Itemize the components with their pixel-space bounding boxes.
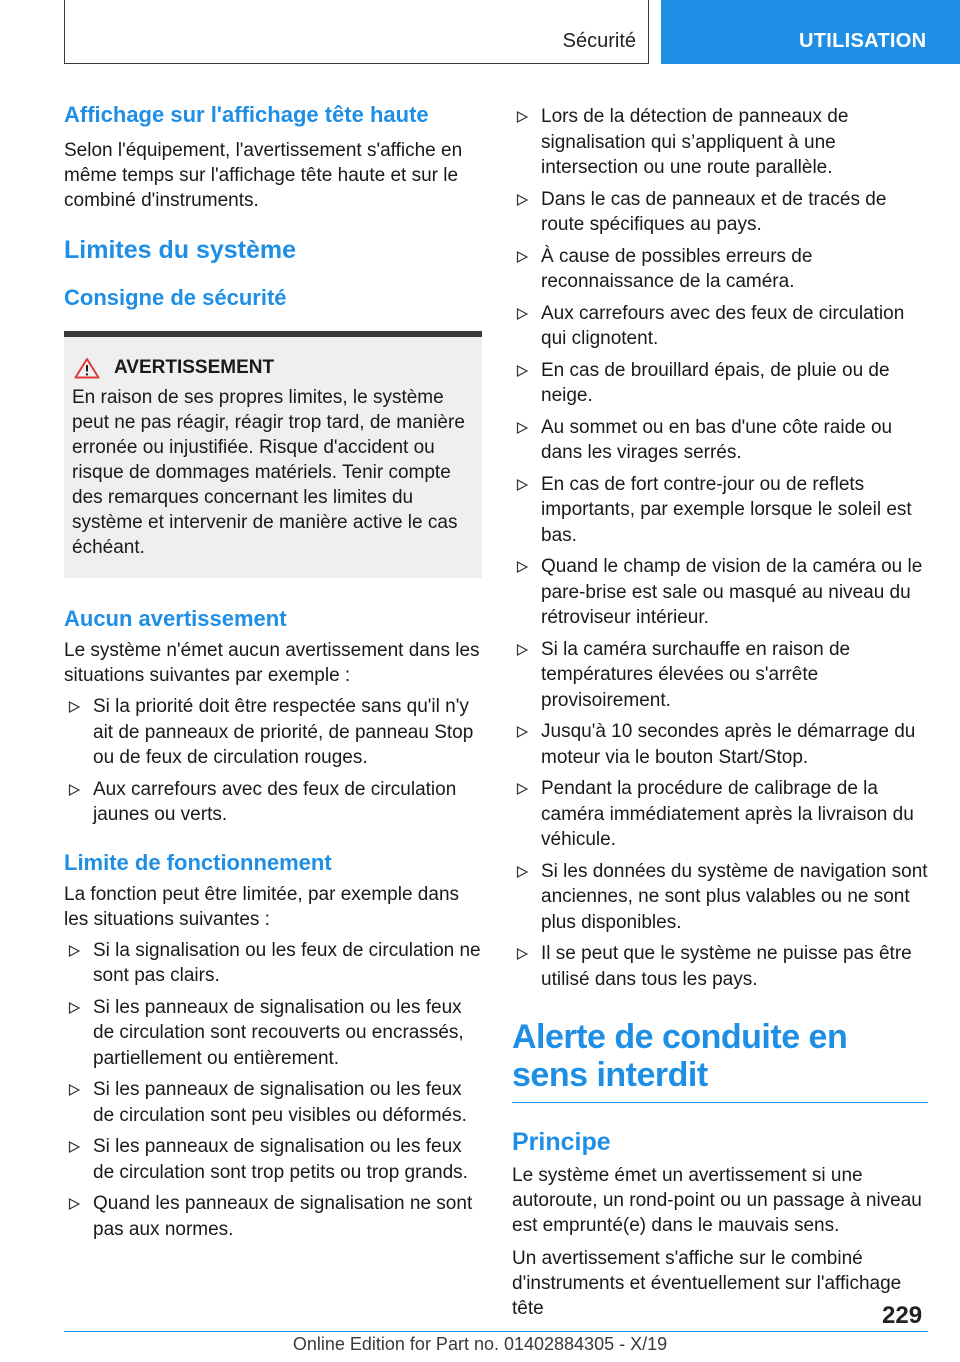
list-item: Aux carrefours avec des feux de circulation jaunes ou verts. — [64, 777, 482, 828]
list-item: Si les panneaux de signalisation ou les feux de circulation sont recouverts ou encrassés, partiellement ou entièrement. — [64, 995, 482, 1072]
triangle-right-outline-icon — [516, 948, 528, 960]
list-item: En cas de fort contre-jour ou de reflets importants, par exemple lorsque le soleil est bas. — [512, 472, 928, 549]
triangle-right-outline-icon — [68, 1198, 80, 1210]
list-item: Dans le cas de panneaux et de tracés de route spécifiques au pays. — [512, 187, 928, 238]
hud-paragraph: Selon l'équipement, l'avertissement s'affiche en même temps sur l'affichage tête haute et sur le combiné d'instruments. — [64, 140, 463, 211]
list-item: Si les panneaux de signalisation ou les feux de circulation sont peu visibles ou déformés. — [64, 1077, 482, 1128]
list-item: Si la priorité doit être respectée sans qu'il n'y ait de panneaux de priorité, de panneau Stop ou de feux de circulation rouges. — [64, 694, 482, 771]
footer-edition: Online Edition for Part no. 01402884305 - X/19 — [292, 1334, 668, 1354]
triangle-right-outline-icon — [68, 945, 80, 957]
wrong-way-heading: Alerte de conduite en sens interdit — [512, 1018, 848, 1094]
warning-header — [72, 357, 474, 379]
hud-heading: Affichage sur l'affichage tête haute — [64, 102, 429, 127]
header-chapter-title: UTILISATION — [799, 30, 927, 52]
left-column — [64, 100, 482, 1242]
list-item: Si les panneaux de signalisation ou les feux de circulation sont trop petits ou trop grands. — [64, 1134, 482, 1185]
list-item: Jusqu'à 10 secondes après le démarrage du moteur via le bouton Start/Stop. — [512, 719, 928, 770]
triangle-right-outline-icon — [516, 644, 528, 656]
triangle-right-outline-icon — [516, 194, 528, 206]
limits-heading: Limites du système — [64, 236, 297, 264]
limit-heading: Limite de fonctionnement — [64, 849, 332, 875]
warning-box — [64, 331, 482, 578]
no-warning-heading: Aucun avertissement — [64, 606, 287, 631]
heading-rule — [512, 1102, 928, 1103]
triangle-right-outline-icon — [516, 365, 528, 377]
triangle-right-outline-icon — [68, 784, 80, 796]
triangle-right-outline-icon — [516, 866, 528, 878]
warning-label: AVERTISSEMENT — [114, 357, 275, 378]
header-section-title: Sécurité — [562, 30, 636, 52]
list-item: Il se peut que le système ne puisse pas être utilisé dans tous les pays. — [512, 941, 928, 992]
no-warning-list — [64, 694, 482, 828]
right-column — [512, 100, 928, 1321]
triangle-right-outline-icon — [516, 422, 528, 434]
list-item: Lors de la détection de panneaux de signalisation qui s’appliquent à une intersection ou une route parallèle. — [512, 104, 928, 181]
warning-text: En raison de ses propres limites, le système peut ne pas réagir, réagir trop tard, de manière erronée ou injustifiée. Risque d'accident ou risque de dommages matériels. Tenir compte des remarques concernant les limites du système et intervenir de manière active le cas échéant. — [72, 387, 465, 558]
triangle-right-outline-icon — [516, 783, 528, 795]
list-item: Si la caméra surchauffe en raison de températures élevées ou s'arrête provisoirement. — [512, 637, 928, 714]
page-number: 229 — [882, 1302, 923, 1329]
warning-triangle-icon — [74, 357, 100, 379]
list-item: À cause de possibles erreurs de reconnaissance de la caméra. — [512, 244, 928, 295]
safety-heading: Consigne de sécurité — [64, 285, 287, 310]
triangle-right-outline-icon — [516, 479, 528, 491]
principle-paragraph-2: Un avertissement s'affiche sur le combiné d'instruments et éventuellement sur l'affichage tête — [512, 1248, 902, 1319]
triangle-right-outline-icon — [68, 1141, 80, 1153]
principle-paragraph-1: Le système émet un avertissement si une autoroute, un rond-point ou un passage à niveau est emprunté(e) dans le mauvais sens. — [512, 1165, 922, 1236]
header-chapter-tab — [661, 0, 960, 64]
triangle-right-outline-icon — [68, 1002, 80, 1014]
triangle-right-outline-icon — [516, 308, 528, 320]
limit-intro: La fonction peut être limitée, par exemple dans les situations suivantes : — [64, 883, 460, 930]
triangle-right-outline-icon — [516, 111, 528, 123]
triangle-right-outline-icon — [68, 1084, 80, 1096]
triangle-right-outline-icon — [516, 726, 528, 738]
triangle-right-outline-icon — [516, 251, 528, 263]
list-item: Pendant la procédure de calibrage de la caméra immédiatement après la livraison du véhicule. — [512, 776, 928, 853]
list-item: Quand les panneaux de signalisation ne sont pas aux normes. — [64, 1191, 482, 1242]
principle-heading: Principe — [512, 1128, 611, 1156]
list-item: En cas de brouillard épais, de pluie ou de neige. — [512, 358, 928, 409]
list-item: Si la signalisation ou les feux de circulation ne sont pas clairs. — [64, 938, 482, 989]
list-item: Au sommet ou en bas d'une côte raide ou dans les virages serrés. — [512, 415, 928, 466]
limit-list-right — [512, 104, 928, 992]
list-item: Si les données du système de navigation sont anciennes, ne sont plus valables ou ne sont plus disponibles. — [512, 859, 928, 936]
triangle-right-outline-icon — [516, 561, 528, 573]
triangle-right-outline-icon — [68, 701, 80, 713]
list-item: Aux carrefours avec des feux de circulation qui clignotent. — [512, 301, 928, 352]
footer-rule — [64, 1331, 928, 1332]
list-item: Quand le champ de vision de la caméra ou le pare-brise est sale ou masqué au niveau du rétroviseur intérieur. — [512, 554, 928, 631]
no-warning-intro: Le système n'émet aucun avertissement dans les situations suivantes par exemple : — [64, 640, 480, 686]
header-section-box — [64, 0, 649, 64]
limit-list-left — [64, 938, 482, 1243]
